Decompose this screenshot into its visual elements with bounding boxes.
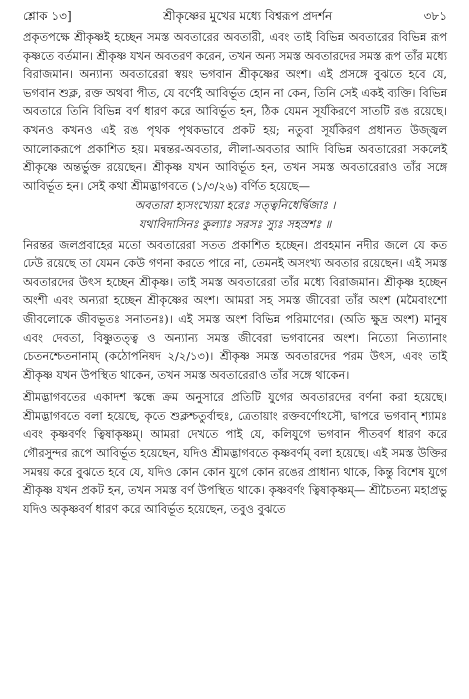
verse-reference: শ্লোক ১৩] xyxy=(23,9,72,23)
chapter-title: শ্রীকৃষ্ণের মুখের মধ্যে বিশ্বরূপ প্রদর্শন xyxy=(163,9,333,23)
paragraph-1: প্রকৃতপক্ষে শ্রীকৃষ্ণই হচ্ছেন সমস্ত অবতারের অবতারী, এবং তাই বিভিন্ন অবতারের বিভিন্ন রূপ কৃষ্ণতে বর্তমান। শ্রীকৃষ্ণ যখন অবতরণ করেন, তখন অন্য সমস্ত অবতারদের সমস্ত রূপ তাঁর মধ্যে বিরাজমান। অন্যান্য অবতারেরা স্বয়ং ভগবান শ্রীকৃষ্ণের অংশ। এই প্রসঙ্গে বুঝতে হবে যে, ভগবান শুক্ল, রক্ত অথবা পীত, যে বর্ণেই আবির্ভূত হোন না কেন, তিনি সেই একই ব্যক্তি। বিভিন্ন অবতারে তিনি বিভিন্ন বর্ণ ধারণ করে আবির্ভূত হন, ঠিক যেমন সূর্যকিরণে সাতটি রঙ রয়েছে। কখনও কখনও এই রঙ পৃথক পৃথকভাবে প্রকট হয়; নতুবা সূর্যকিরণ প্রধানত উজ্জ্বল আলোকরূপে প্রকাশিত হয়। মন্বন্তর-অবতার, লীলা-অবতার আদি বিভিন্ন অবতারেরা সকলেই শ্রীকৃষ্ণে অন্তর্ভুক্ত রয়েছেন। শ্রীকৃষ্ণ যখন আবির্ভূত হন, তখন সমস্ত অবতারেরাও তাঁর সঙ্গে আবির্ভূত হন। সেই কথা শ্রীমদ্ভাগবতে (১/৩/২৬) বর্ণিত হয়েছে— xyxy=(23,30,447,193)
paragraph-2: নিরন্তর জলপ্রবাহের মতো অবতারেরা সতত প্রকাশিত হচ্ছেন। প্রবহমান নদীর জলে যে কত ঢেউ রয়েছে তা যেমন কেউ গণনা করতে পারে না, তেমনই অসংখ্য অবতার রয়েছেন। এই সমস্ত অবতারদের উৎস হচ্ছেন শ্রীকৃষ্ণ। তাই সমস্ত অবতারেরা তাঁর মধ্যে বিরাজমান। শ্রীকৃষ্ণ হচ্ছেন অংশী এবং অন্যরা হচ্ছেন শ্রীকৃষ্ণের অংশ। আমরা সহ সমস্ত জীবেরা তাঁর অংশ (মমৈবাংশো জীবলোকে জীবভূতঃ সনাতনঃ)। এই সমস্ত অংশ বিভিন্ন পরিমাণের। (অতি ক্ষুদ্র অংশ) মানুষ এবং দেবতা, বিষ্ণুতত্ত্ব ও অন্যান্য সমস্ত জীবেরা ভগবানের অংশ। নিত্যো নিত্যানাং চেতনশ্চেতনানাম্ (কঠোপনিষদ ২/২/১৩)। শ্রীকৃষ্ণ সমস্ত অবতারদের পরম উৎস, এবং তাই শ্রীকৃষ্ণ যখন উপস্থিত থাকেন, তখন সমস্ত অবতারেরাও তাঁর সঙ্গে থাকেন। xyxy=(23,237,447,382)
page-body xyxy=(23,28,447,518)
page-number: ৩৮১ xyxy=(423,9,447,23)
sanskrit-verse xyxy=(23,196,447,233)
verse-line-1: অবতারা হ্যসংখ্যেয়া হরেঃ সত্ত্বনিধের্দ্বিজাঃ । xyxy=(134,198,336,213)
verse-line-2: যথাবিদাসিনঃ কুল্যাঃ সরসঃ স্যুঃ সহস্রশঃ ॥ xyxy=(138,216,332,231)
running-header xyxy=(23,8,447,28)
paragraph-3: শ্রীমদ্ভাগবতের একাদশ স্কন্ধে ক্রম অনুসারে প্রতিটি যুগের অবতারদের বর্ণনা করা হয়েছে। শ্রীমদ্ভাগবতে বলা হয়েছে, কৃতে শুক্লশ্চতুর্বাহুঃ, ত্রেতায়াং রক্তবর্ণোঽসৌ, দ্বাপরে ভগবান্ শ্যামঃ এবং কৃষ্ণবর্ণং ত্বিষাকৃষ্ণম্। আমরা দেখতে পাই যে, কলিযুগে ভগবান পীতবর্ণ ধারণ করে গৌরসুন্দর রূপে আবির্ভূত হয়েছেন, যদিও শ্রীমদ্ভাগবতে কৃষ্ণবর্ণম্ বলা হয়েছে। এই সমস্ত উক্তির সমন্বয় করে বুঝতে হবে যে, যদিও কোন কোন যুগে কোন রঙের প্রাধান্য থাকে, কিন্তু বিশেষ যুগে শ্রীকৃষ্ণ যখন প্রকট হন, তখন সমস্ত বর্ণ উপস্থিত থাকে। কৃষ্ণবর্ণং ত্বিষাকৃষ্ণম্— শ্রীচৈতন্য মহাপ্রভু যদিও অকৃষ্ণবর্ণ ধারণ করে আবির্ভূত হয়েছেন, তবুও বুঝতে xyxy=(23,390,447,516)
